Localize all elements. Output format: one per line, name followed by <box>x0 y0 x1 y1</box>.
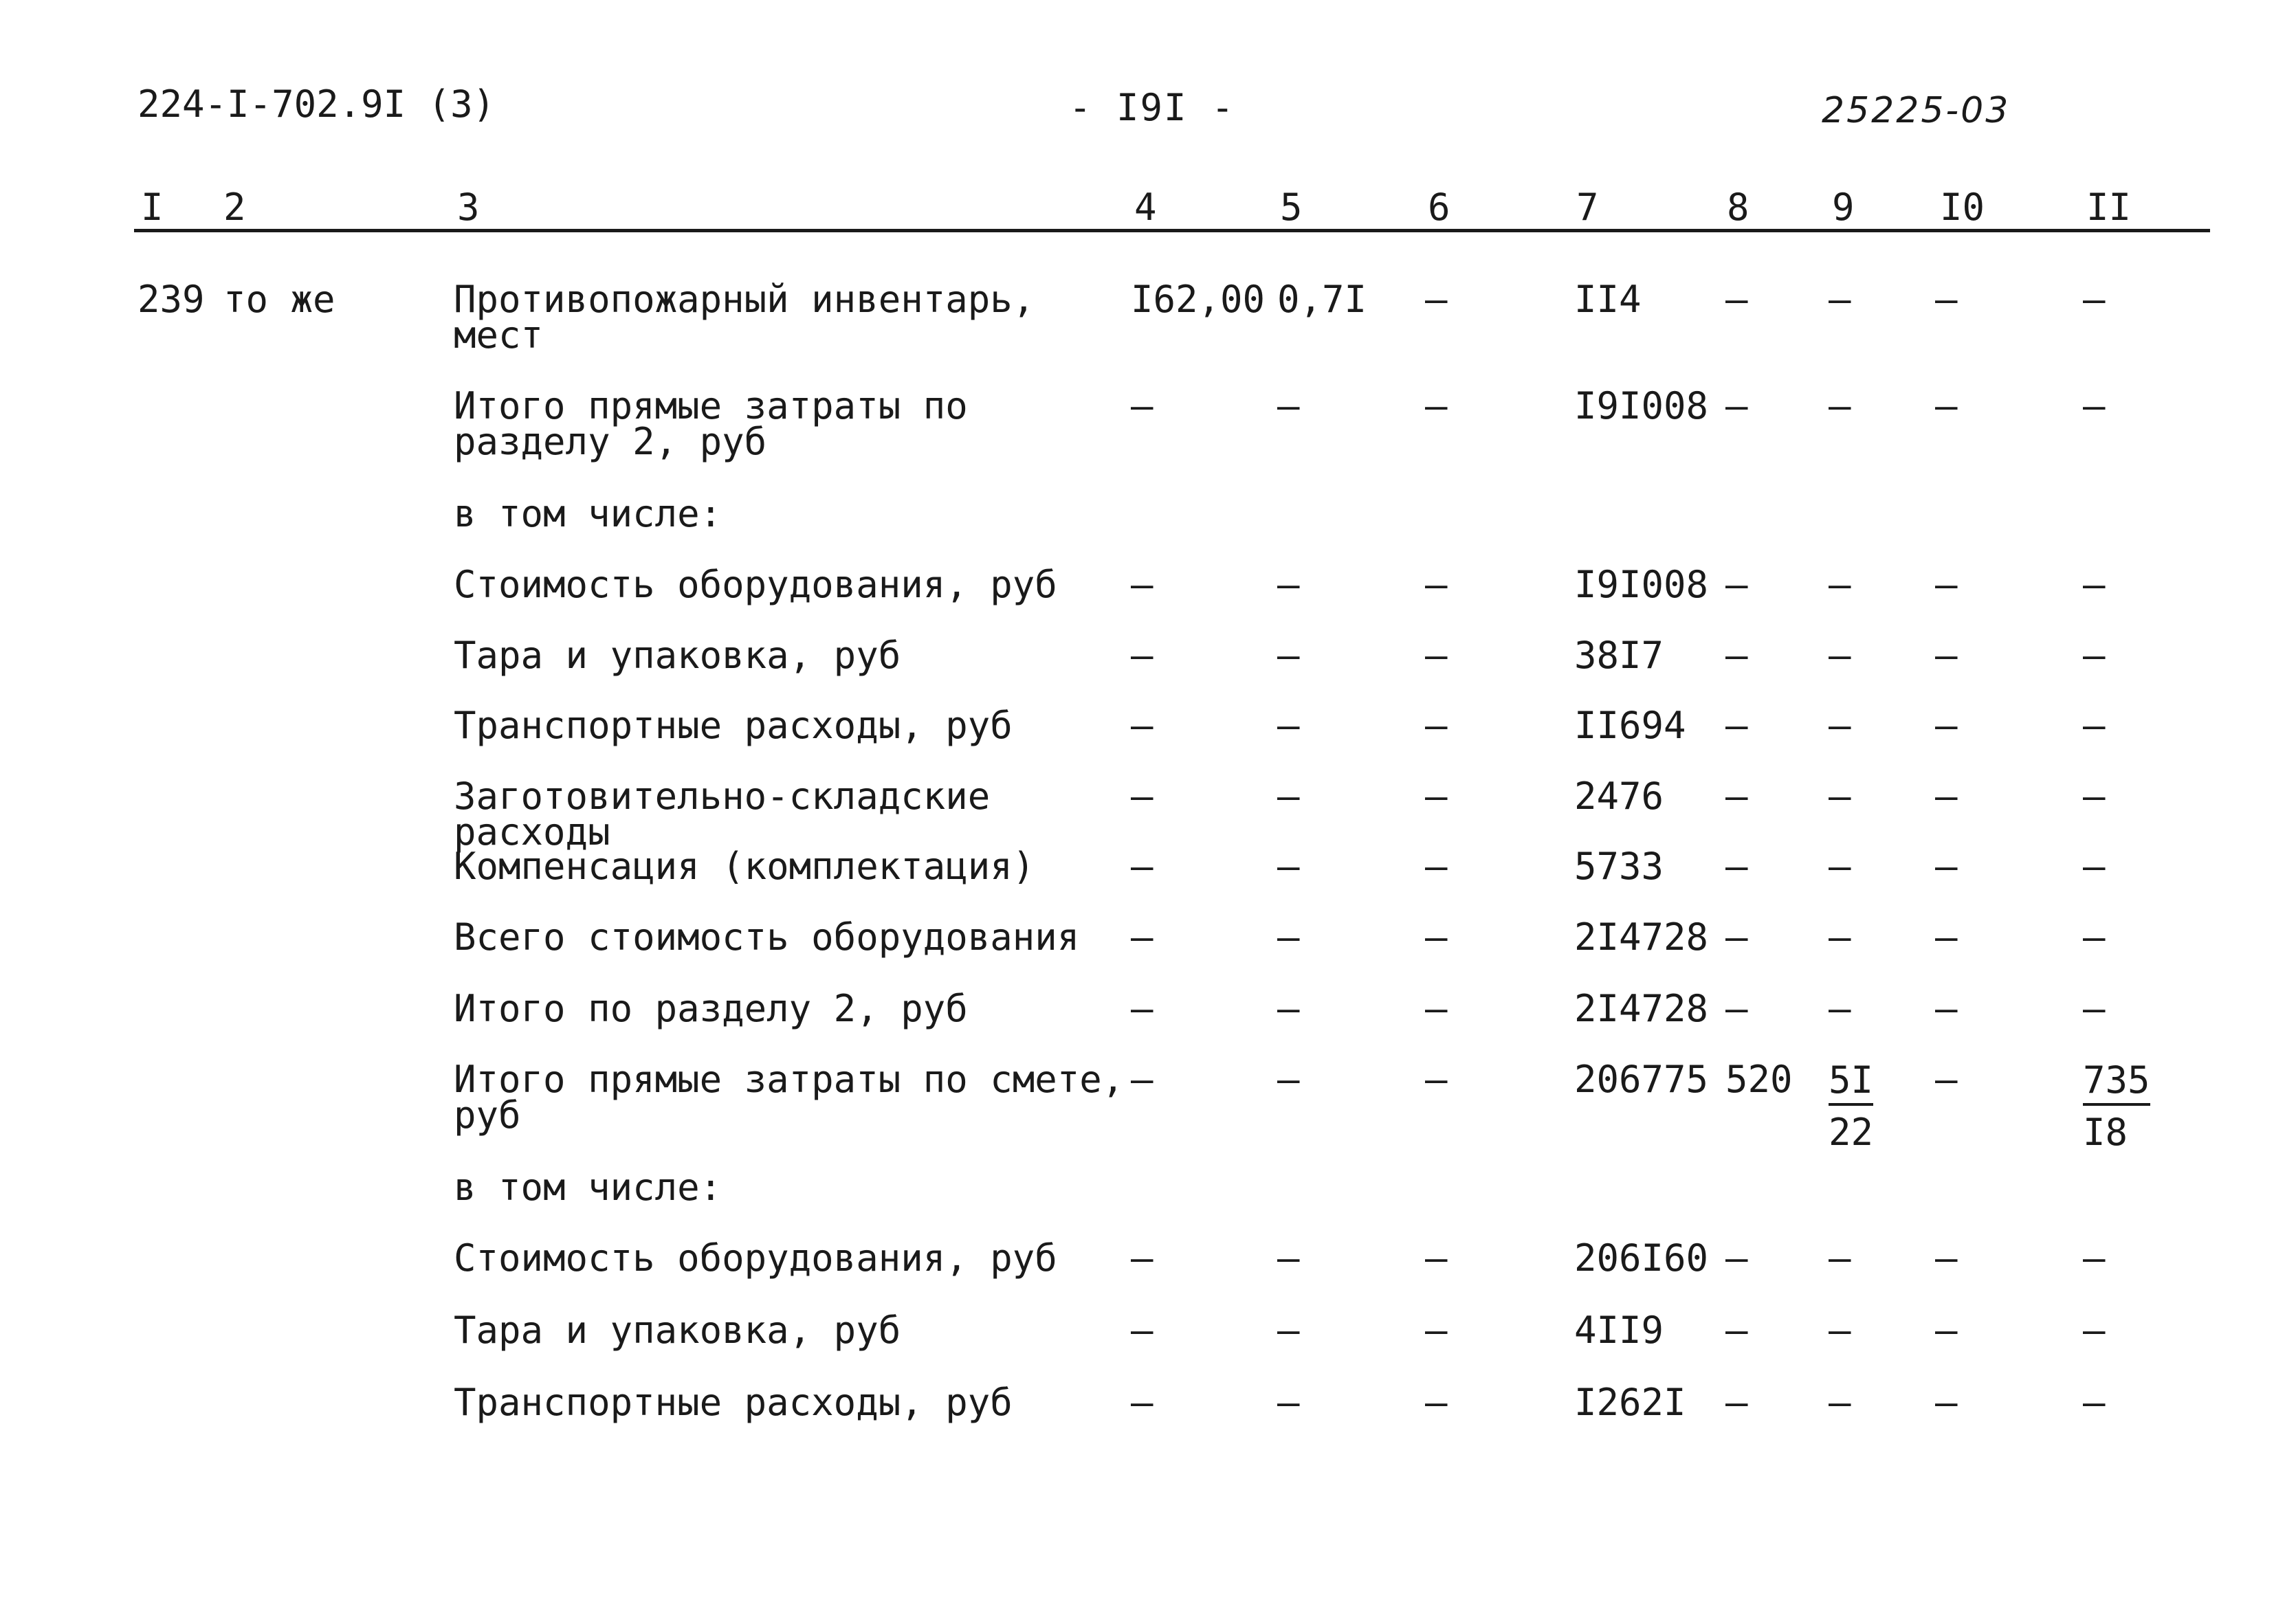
fraction-value-c9 <box>1829 1058 1874 1154</box>
cell-c11: – <box>2083 845 2106 888</box>
cell-c5: – <box>1277 384 1300 427</box>
cell-c4: – <box>1131 775 1153 818</box>
cell-c9: – <box>1829 704 1851 747</box>
cell-c4: – <box>1131 1309 1153 1352</box>
cell-c6: – <box>1425 775 1448 818</box>
cell-c4: – <box>1131 704 1153 747</box>
cell-c6: – <box>1425 563 1448 606</box>
cell-c10: – <box>1935 704 1958 747</box>
column-header-10: I0 <box>1940 186 1985 229</box>
cell-c5: – <box>1277 1381 1300 1424</box>
cell-c11: – <box>2083 915 2106 959</box>
sheet-code-handwritten: 25225-03 <box>1822 90 2011 131</box>
cell-c6: – <box>1425 1236 1448 1280</box>
column-header-5: 5 <box>1280 186 1303 229</box>
cell-c9: – <box>1829 1381 1851 1424</box>
cell-c4: – <box>1131 987 1153 1030</box>
cell-c9: – <box>1829 845 1851 888</box>
cell-c10: – <box>1935 1236 1958 1280</box>
cell-c11: – <box>2083 278 2106 321</box>
cell-c6: – <box>1425 1309 1448 1352</box>
cell-c4: – <box>1131 915 1153 959</box>
cell-c9: – <box>1829 634 1851 677</box>
cell-c7: 2I4728 <box>1574 915 1709 959</box>
cell-c6: – <box>1425 704 1448 747</box>
cell-c9: – <box>1829 987 1851 1030</box>
cell-c7: 38I7 <box>1574 634 1664 677</box>
column-header-8: 8 <box>1727 186 1749 229</box>
cell-c6: – <box>1425 634 1448 677</box>
cell-c7: 2I4728 <box>1574 987 1709 1030</box>
cell-c4: – <box>1131 1236 1153 1280</box>
cell-c7: 2476 <box>1574 775 1664 818</box>
cell-c9: – <box>1829 915 1851 959</box>
cell-c4: – <box>1131 384 1153 427</box>
cell-c11: – <box>2083 1309 2106 1352</box>
column-header-7: 7 <box>1576 186 1599 229</box>
cell-c11: – <box>2083 563 2106 606</box>
row-description: Тара и упаковка, руб <box>454 1309 901 1352</box>
fraction-numerator: 735 <box>2083 1062 2150 1106</box>
cell-c11: – <box>2083 704 2106 747</box>
cell-c4: – <box>1131 1058 1153 1101</box>
column-header-9: 9 <box>1832 186 1855 229</box>
cell-c5: – <box>1277 775 1300 818</box>
cell-c8: – <box>1725 1381 1748 1424</box>
cell-c9: – <box>1829 384 1851 427</box>
cell-c6: – <box>1425 845 1448 888</box>
cell-c8: – <box>1725 1309 1748 1352</box>
row-description: Итого прямые затраты по смете, руб <box>454 1058 1125 1137</box>
cell-c7: 5733 <box>1574 845 1664 888</box>
row-description: в том числе: <box>454 1166 722 1209</box>
cell-c8: – <box>1725 1236 1748 1280</box>
cell-c11: – <box>2083 1381 2106 1424</box>
cell-c5: – <box>1277 1058 1300 1101</box>
cell-c6: – <box>1425 915 1448 959</box>
cell-c11: – <box>2083 987 2106 1030</box>
cell-c8: – <box>1725 278 1748 321</box>
cell-c9: – <box>1829 775 1851 818</box>
cell-c7: 206I60 <box>1574 1236 1709 1280</box>
cell-c11: – <box>2083 384 2106 427</box>
cell-c5: 0,7I <box>1277 278 1367 321</box>
fraction-numerator: 5I <box>1829 1062 1873 1106</box>
cell-c7: 4II9 <box>1574 1309 1664 1352</box>
cell-c10: – <box>1935 1058 1958 1101</box>
fraction-value-c11 <box>2083 1058 2150 1154</box>
cell-c5: – <box>1277 987 1300 1030</box>
row-description: Всего стоимость оборудования <box>454 915 1080 959</box>
row-description: Транспортные расходы, руб <box>454 1381 1013 1424</box>
page-number: - I9I - <box>1069 86 1235 129</box>
cell-c8: – <box>1725 384 1748 427</box>
fraction-denominator: I8 <box>2083 1111 2128 1154</box>
row-description: Заготовительно-складские расходы <box>454 775 991 854</box>
cell-c4: – <box>1131 1381 1153 1424</box>
cell-c10: – <box>1935 915 1958 959</box>
row-description: Транспортные расходы, руб <box>454 704 1013 747</box>
cell-c6: – <box>1425 1058 1448 1101</box>
cell-c5: – <box>1277 704 1300 747</box>
cell-c5: – <box>1277 563 1300 606</box>
row-description: Противопожарный инвентарь, мест <box>454 278 1035 357</box>
cell-c5: – <box>1277 1236 1300 1280</box>
cell-c10: – <box>1935 1381 1958 1424</box>
row-description: в том числе: <box>454 492 722 535</box>
cell-c9: – <box>1829 1309 1851 1352</box>
column-header-4: 4 <box>1134 186 1157 229</box>
cell-c10: – <box>1935 775 1958 818</box>
cell-c9: – <box>1829 563 1851 606</box>
cell-c8: – <box>1725 987 1748 1030</box>
row-description: Итого по разделу 2, руб <box>454 987 968 1030</box>
row-number: 239 <box>137 278 205 321</box>
cell-c8: – <box>1725 915 1748 959</box>
cell-c5: – <box>1277 1309 1300 1352</box>
cell-c10: – <box>1935 634 1958 677</box>
cell-c8: – <box>1725 845 1748 888</box>
cell-c5: – <box>1277 634 1300 677</box>
column-header-3: 3 <box>457 186 480 229</box>
cell-c6: – <box>1425 384 1448 427</box>
cell-c5: – <box>1277 845 1300 888</box>
cell-c4: – <box>1131 634 1153 677</box>
cell-c8: 520 <box>1725 1058 1793 1101</box>
cell-c11: – <box>2083 634 2106 677</box>
cell-c7: II4 <box>1574 278 1642 321</box>
cell-c10: – <box>1935 563 1958 606</box>
cell-c11: – <box>2083 1236 2106 1280</box>
column-header-6: 6 <box>1428 186 1450 229</box>
column-header-1: I <box>141 186 164 229</box>
cell-c7: I9I008 <box>1574 384 1709 427</box>
cell-c10: – <box>1935 384 1958 427</box>
cell-c9: – <box>1829 1236 1851 1280</box>
row-description: Итого прямые затраты по разделу 2, руб <box>454 384 968 463</box>
row-reference: то же <box>223 278 335 321</box>
row-description: Стоимость оборудования, руб <box>454 1236 1057 1280</box>
cell-c6: – <box>1425 1381 1448 1424</box>
cell-c8: – <box>1725 704 1748 747</box>
cell-c10: – <box>1935 1309 1958 1352</box>
column-header-2: 2 <box>223 186 246 229</box>
cell-c8: – <box>1725 775 1748 818</box>
cell-c10: – <box>1935 845 1958 888</box>
column-header-11: II <box>2086 186 2132 229</box>
cell-c7: I262I <box>1574 1381 1686 1424</box>
cell-c7: II694 <box>1574 704 1686 747</box>
cell-c4: – <box>1131 563 1153 606</box>
cell-c4: – <box>1131 845 1153 888</box>
cell-c9: – <box>1829 278 1851 321</box>
cell-c7: 206775 <box>1574 1058 1709 1101</box>
cell-c8: – <box>1725 563 1748 606</box>
fraction-denominator: 22 <box>1829 1111 1874 1154</box>
cell-c7: I9I008 <box>1574 563 1709 606</box>
cell-c4: I62,00 <box>1131 278 1266 321</box>
cell-c11: – <box>2083 775 2106 818</box>
cell-c10: – <box>1935 278 1958 321</box>
row-description: Тара и упаковка, руб <box>454 634 901 677</box>
row-description: Стоимость оборудования, руб <box>454 563 1057 606</box>
cell-c10: – <box>1935 987 1958 1030</box>
cell-c6: – <box>1425 987 1448 1030</box>
cell-c6: – <box>1425 278 1448 321</box>
cell-c5: – <box>1277 915 1300 959</box>
row-description: Компенсация (комплектация) <box>454 845 1035 888</box>
cell-c8: – <box>1725 634 1748 677</box>
document-code: 224-I-702.9I (3) <box>137 82 496 126</box>
header-rule <box>134 229 2210 232</box>
